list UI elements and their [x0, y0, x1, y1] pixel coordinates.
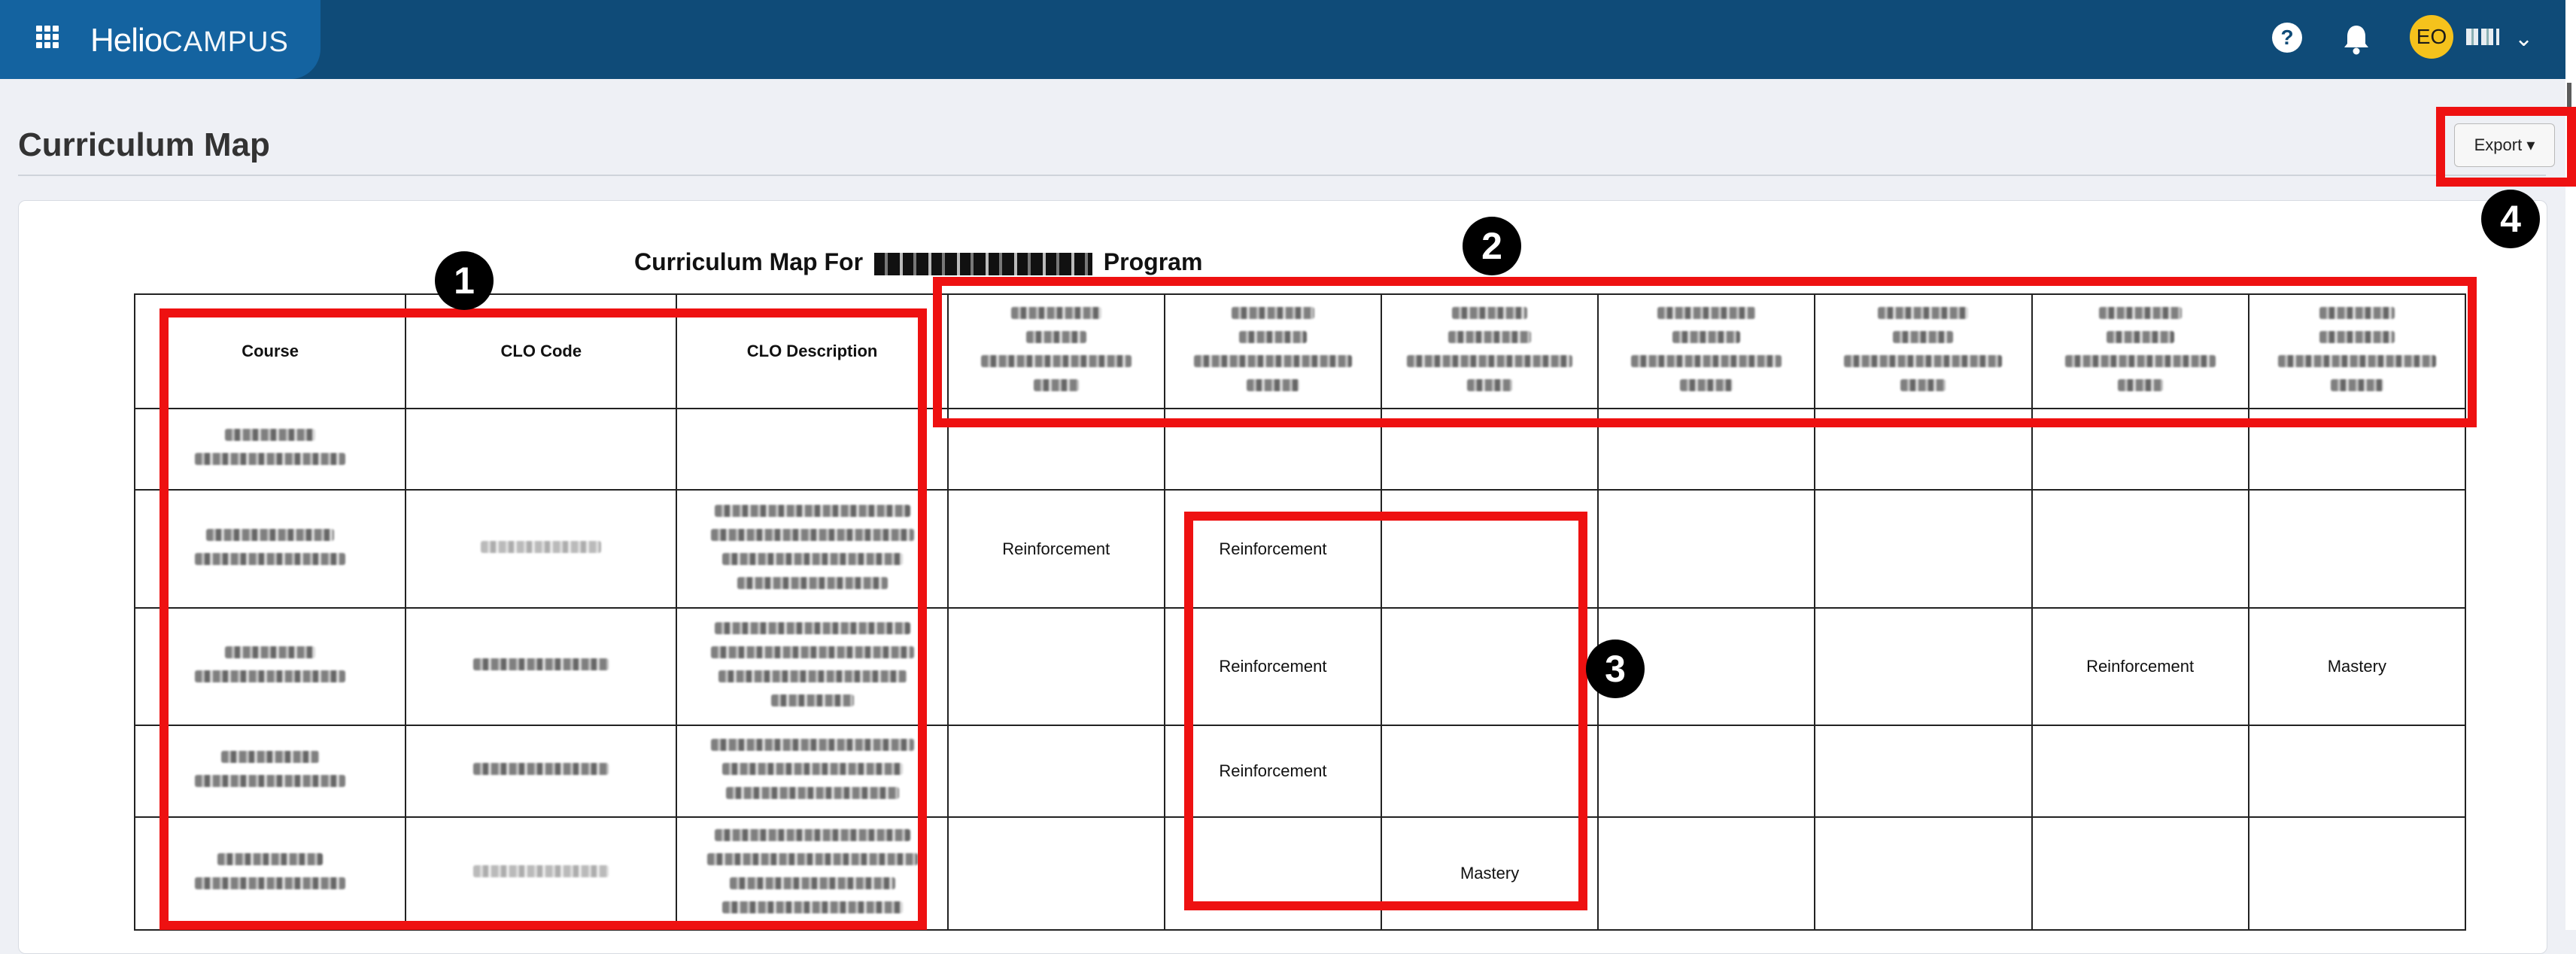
- mapping-cell: [1815, 490, 2031, 608]
- plo-header-redacted: [1815, 294, 2031, 409]
- mapping-cell: [2249, 490, 2465, 608]
- user-name-redacted[interactable]: [2466, 29, 2499, 45]
- scrollbar-thumb[interactable]: [2567, 83, 2571, 181]
- clo-code-header: CLO Code: [406, 294, 676, 409]
- mapping-cell: [1381, 608, 1598, 725]
- annotation-badge-4: 4: [2481, 190, 2540, 248]
- table-row: [135, 409, 2465, 490]
- plo-header-redacted: [1598, 294, 1815, 409]
- brand-logo[interactable]: [90, 20, 289, 62]
- mapping-cell: [1598, 817, 1815, 930]
- mapping-cell: [948, 608, 1165, 725]
- clo-description-cell-redacted: [676, 490, 947, 608]
- bell-icon[interactable]: [2341, 23, 2371, 56]
- table-row: [135, 725, 2465, 817]
- clo-code-cell-redacted: [406, 725, 676, 817]
- avatar[interactable]: EO: [2410, 15, 2453, 59]
- course-cell-redacted: [135, 409, 406, 490]
- curriculum-map-title: [634, 248, 1202, 276]
- clo-description-cell-redacted: [676, 817, 947, 930]
- mapping-cell: [1815, 608, 2031, 725]
- brand-primary: Helio: [90, 22, 163, 59]
- mapping-cell: [948, 817, 1165, 930]
- mapping-cell: [1815, 725, 2031, 817]
- brand-secondary: CAMPUS: [162, 26, 289, 58]
- course-header: Course: [135, 294, 406, 409]
- mapping-cell: [1598, 409, 1815, 490]
- mapping-cell: Reinforcement: [1165, 490, 1381, 608]
- clo-description-cell-redacted: [676, 608, 947, 725]
- map-title-prefix: Curriculum Map For: [634, 248, 864, 275]
- title-divider: [18, 175, 2546, 176]
- table-row: [135, 817, 2465, 930]
- map-title-suffix: Program: [1103, 248, 1203, 275]
- mapping-cell: [1815, 409, 2031, 490]
- help-icon[interactable]: ?: [2272, 23, 2302, 53]
- clo-description-header: CLO Description: [676, 294, 947, 409]
- export-button[interactable]: [2454, 123, 2555, 167]
- mapping-cell: [2032, 725, 2249, 817]
- table-row: [135, 608, 2465, 725]
- annotation-badge-3: 3: [1586, 640, 1645, 698]
- clo-code-cell-redacted: [406, 490, 676, 608]
- chevron-down-icon[interactable]: ⌄: [2514, 26, 2534, 51]
- grid-icon[interactable]: [36, 26, 59, 48]
- program-name-redacted: [874, 253, 1092, 275]
- course-cell-redacted: [135, 817, 406, 930]
- mapping-cell: [2032, 490, 2249, 608]
- course-cell-redacted: [135, 725, 406, 817]
- course-cell-redacted: [135, 490, 406, 608]
- mapping-cell: [1381, 725, 1598, 817]
- mapping-cell: [1381, 409, 1598, 490]
- plo-header-redacted: [2249, 294, 2465, 409]
- clo-code-cell: [406, 409, 676, 490]
- plo-header-redacted: [1381, 294, 1598, 409]
- mapping-cell: Reinforcement: [1165, 608, 1381, 725]
- clo-code-cell-redacted: [406, 817, 676, 930]
- clo-description-cell-redacted: [676, 725, 947, 817]
- top-navigation-bar: [0, 0, 2565, 79]
- mapping-cell: [1598, 490, 1815, 608]
- mapping-cell: Reinforcement: [1165, 725, 1381, 817]
- annotation-badge-1: 1: [435, 251, 494, 310]
- plo-header-redacted: [948, 294, 1165, 409]
- export-label: Export: [2474, 135, 2523, 154]
- mapping-cell: Reinforcement: [948, 490, 1165, 608]
- mapping-cell: Mastery: [1381, 817, 1598, 930]
- course-cell-redacted: [135, 608, 406, 725]
- plo-header-redacted: [1165, 294, 1381, 409]
- plo-header-redacted: [2032, 294, 2249, 409]
- mapping-cell: [948, 725, 1165, 817]
- clo-code-cell-redacted: [406, 608, 676, 725]
- mapping-cell: Mastery: [2249, 608, 2465, 725]
- mapping-cell: [2249, 725, 2465, 817]
- mapping-cell: Reinforcement: [2032, 608, 2249, 725]
- curriculum-map-table: [134, 293, 2466, 931]
- annotation-badge-2: 2: [1463, 217, 1521, 275]
- mapping-cell: [1815, 817, 2031, 930]
- mapping-cell: [1165, 409, 1381, 490]
- page-title: Curriculum Map: [18, 126, 270, 163]
- mapping-cell: [1381, 490, 1598, 608]
- mapping-cell: [948, 409, 1165, 490]
- mapping-cell: [2249, 817, 2465, 930]
- header-row: [135, 294, 2465, 409]
- mapping-cell: [2032, 409, 2249, 490]
- mapping-cell: [2249, 409, 2465, 490]
- caret-down-icon: ▾: [2526, 135, 2535, 154]
- mapping-cell: [1165, 817, 1381, 930]
- clo-description-cell: [676, 409, 947, 490]
- table-row: [135, 490, 2465, 608]
- mapping-cell: [1598, 725, 1815, 817]
- mapping-cell: [2032, 817, 2249, 930]
